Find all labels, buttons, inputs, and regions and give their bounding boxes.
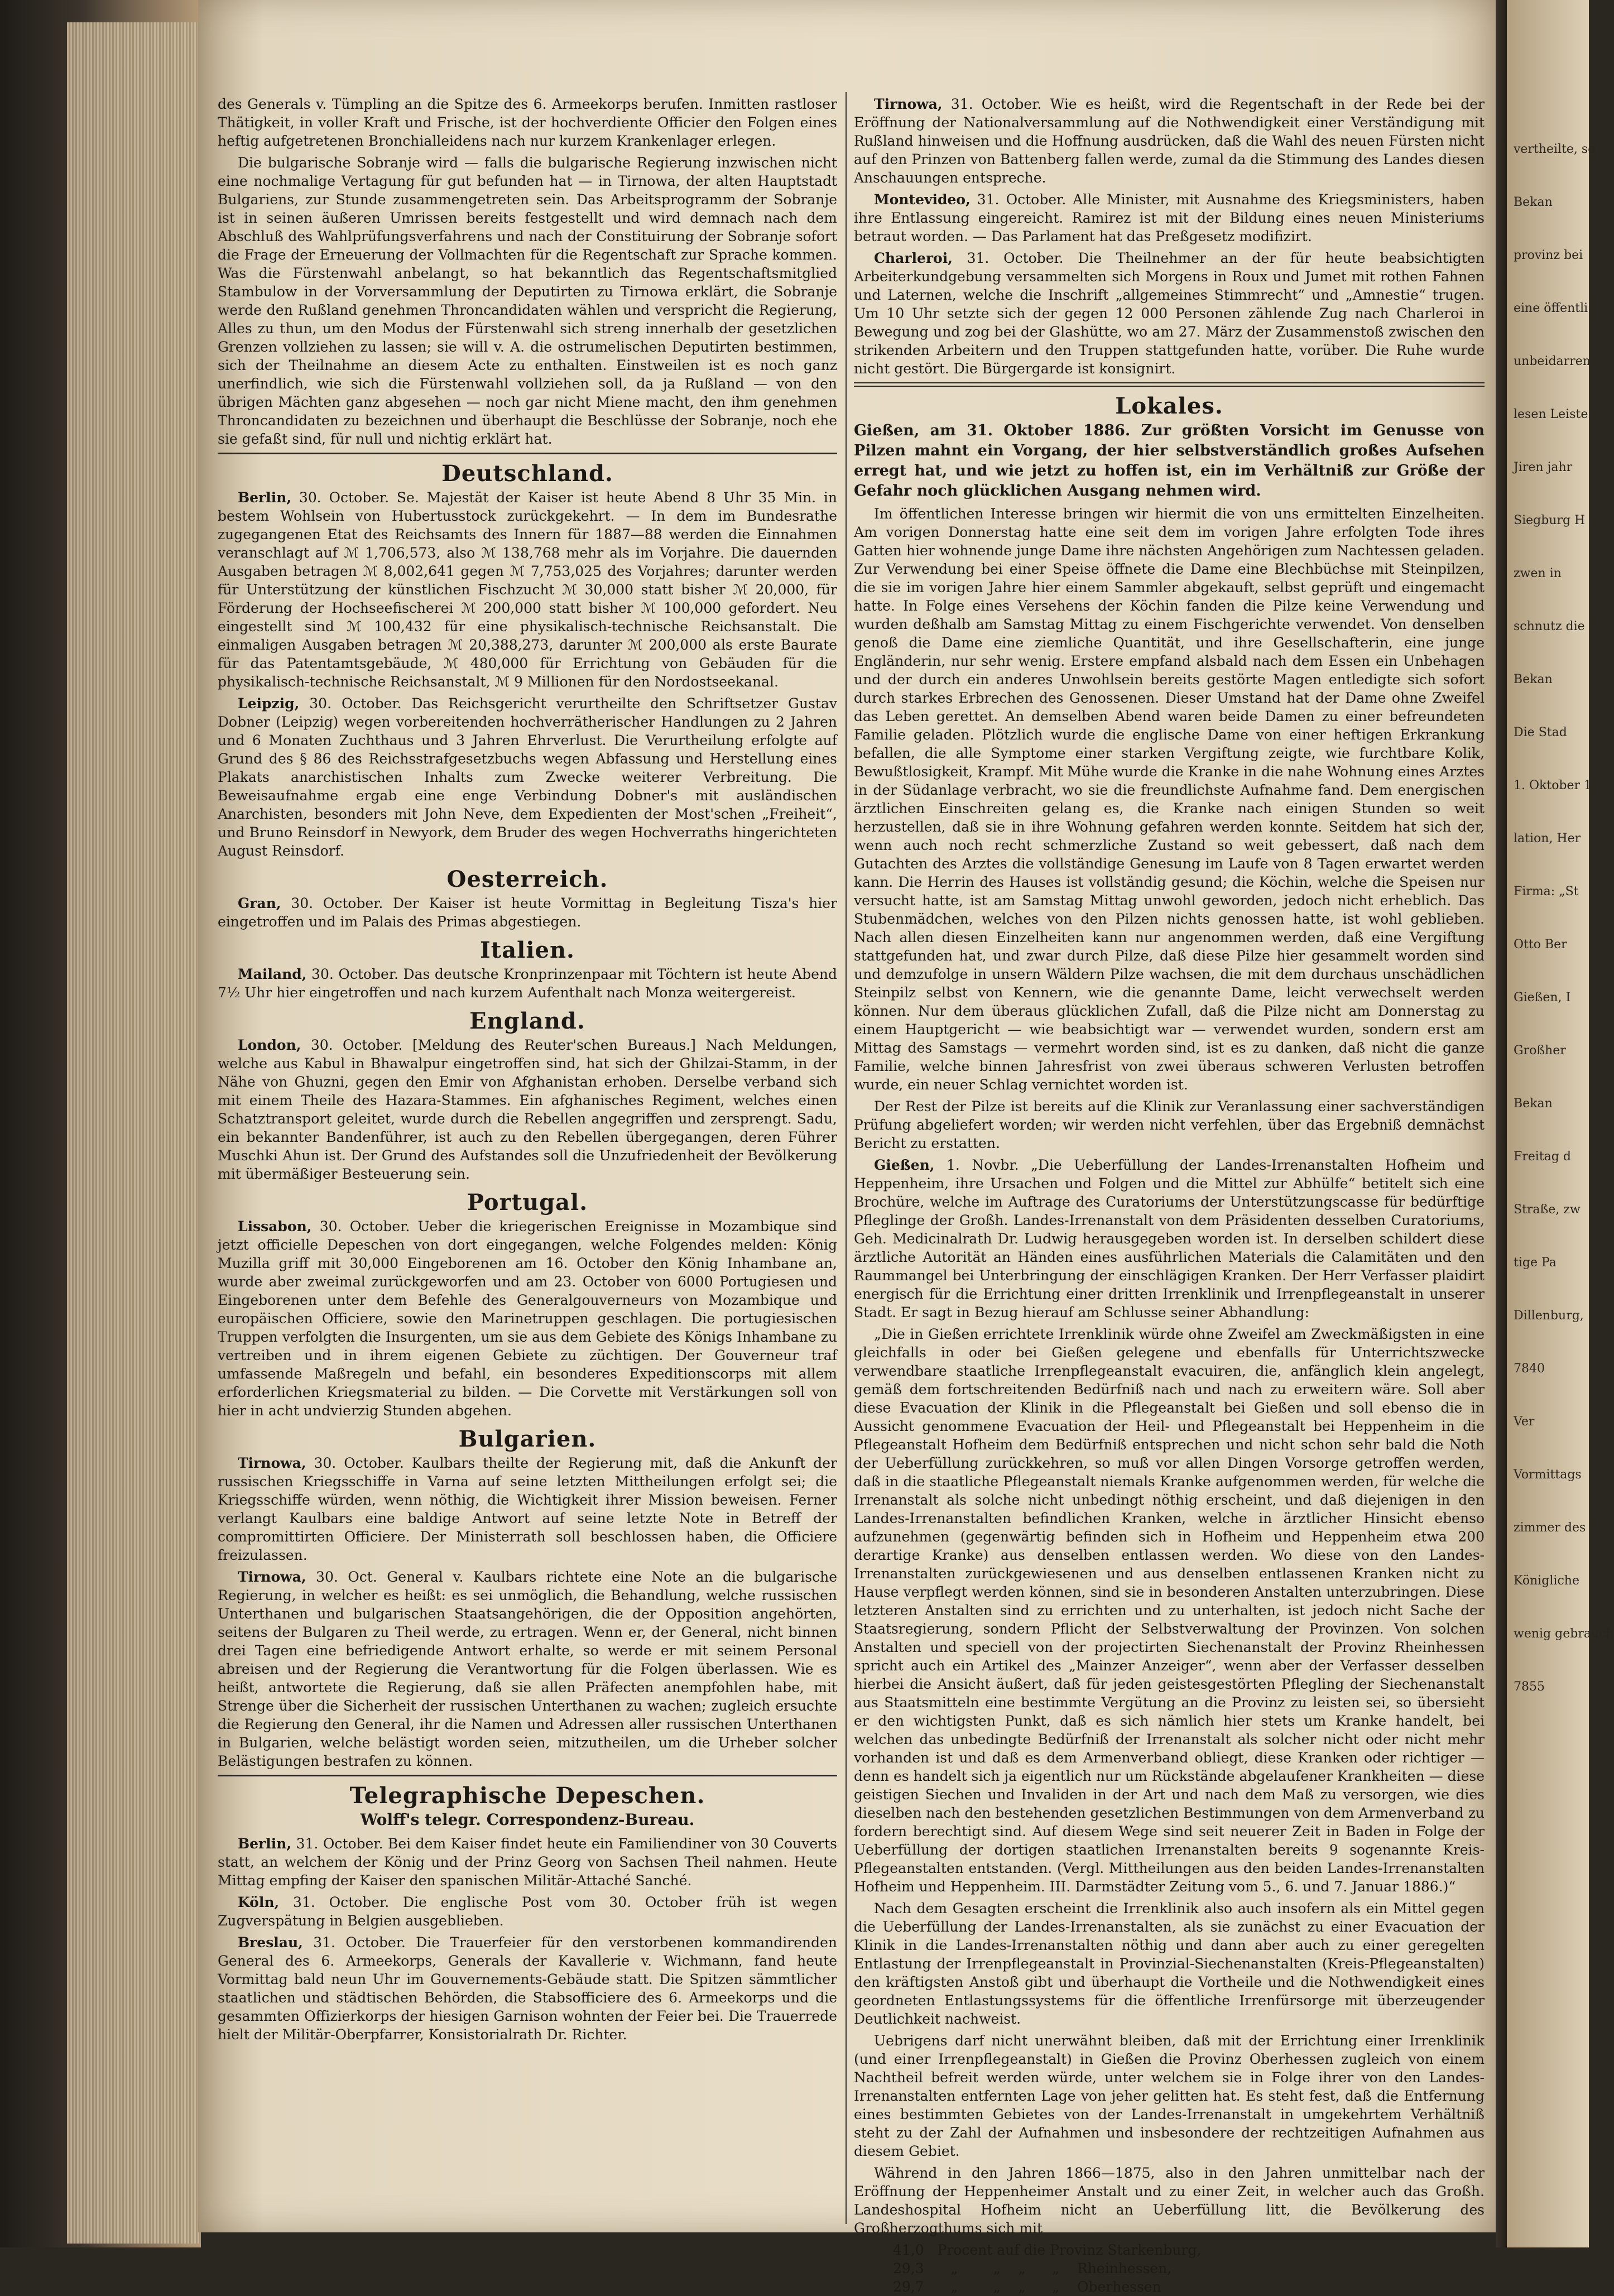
section-rule — [218, 1775, 837, 1776]
news-item-tirnowa — [854, 95, 1485, 187]
news-text: 1. Novbr. „Die Ueberfüllung der Landes-Irrenanstalten Hofheim und Heppenheim, ihre Ursachen und Folgen und die Mittel zur Abhülfe“ betitelt sich eine Brochüre, welche im Auftrage des Curatoriums der Unterstützungscasse für bedürftige Pfleglinge der Großh. Landes-Irrenanstalt von dem Präsidenten desselben Curatoriums, Geh. Medicinalrath Dr. Ludwig herausgegeben worden ist. In derselben schildert diese ärztliche Autorität an Händen eines ausführlichen Materials die Calamitäten und den Raummangel bei Unterbringung der einschlägigen Kranken. Der Herr Verfasser plaidirt energisch für die Errichtung einer dritten Irrenklinik und Irrenpflegeanstalt in unserer Stadt. Er sagt in Bezug hierauf am Schlusse seiner Abhandlung: — [854, 1157, 1485, 1320]
section-heading-portugal: Portugal. — [467, 1189, 588, 1216]
adjacent-page-line: Straße, zw — [1514, 1203, 1581, 1217]
section-heading-telegraphische-depeschen: Telegraphische Depeschen. — [349, 1783, 705, 1809]
news-item-gran — [218, 894, 837, 931]
news-item-leipzig — [218, 694, 837, 860]
news-text: 31. October. Die Trauerfeier für den verstorbenen kommandirenden General des 6. Armeekorps, Generals der Kavallerie v. Wichmann, fand heute Vormittag bald neun Uhr im Gouvernements-Gebäude statt. Die Spitzen sämmtlicher staatlichen und städtischen Behörden, die Stabsofficiere des 6. Armeekorps und die gesammten Offizierkorps der hiesigen Garnison wohnten der Feier bei. Die Trauerrede hielt der Militär-Oberpfarrer, Konsistorialrath Dr. Richter. — [218, 1934, 837, 2043]
adjacent-page-line: Die Stad — [1514, 726, 1567, 739]
adjacent-page-line: Königliche — [1514, 1574, 1579, 1588]
article-paragraph: Der Rest der Pilze ist bereits auf die Klinik zur Veranlassung einer sachverständigen Prüfung abgeliefert worden; wir werden nicht verfehlen, über das Ergebniß demnächst Bericht zu erstatten. — [854, 1098, 1485, 1151]
dateline: Lissabon, — [238, 1218, 312, 1235]
article-paragraph: Im öffentlichen Interesse bringen wir hiermit die von uns ermittelten Einzelheiten. Am vorigen Donnerstag hatte eine seit dem im vorigen Jahre erfolgten Tode ihres Gatten hier wohnende junge Dame ihre nächsten Angehörigen zum Nachtessen geladen. Zur Verwendung bei einer Speise öffnete die Dame eine Blechbüchse mit Steinpilzen, die sie im vorigen Jahre hier einem Sammler abgekauft, selbst geprüft und eingemacht hatte. In Folge eines Versehens der Köchin fanden die Pilze keine Verwendung und wurden deßhalb am Samstag Mittag zu einem Fischgerichte verwendet. Von denselben genoß die Dame eine ziemliche Quantität, und ihre Gesellschafterin, eine junge Engländerin, nur sehr wenig. Erstere empfand alsbald nach dem Essen ein Unbehagen und der durch ein anderes Unwohlsein bereits gestörte Magen entledigte sich sofort durch starkes Erbrechen des Genossenen. Dieser Umstand hat der Dame ohne Zweifel das Leben gerettet. An demselben Abend waren beide Damen zu einer befreundeten Familie geladen. Plötzlich wurde die englische Dame von einer heftigen Erkrankung befallen, die alle Symptome einer starken Vergiftung zeigte, wie furchtbare Kolik, Bewußtlosigkeit, Krampf. Mit Mühe wurde die Kranke in die nahe Wohnung eines Arztes in der Südanlage verbracht, wo sie die freundlichste Aufnahme fand. Dem energischen ärztlichen Einschreiten gelang es, die Kranke nach einigen Stunden so weit herzustellen, daß sie in ihre Wohnung gefahren werden konnte. Seitdem hat sich der, wenn auch noch recht schmerzliche Zustand so weit gebessert, daß nach dem Gutachten des Arztes die vollständige Genesung im Laufe von 8 Tagen erwartet werden kann. Die Herrin des Hauses ist vollständig gesund; die Köchin, welche die Speisen nur versucht hatte, ist am Samstag Mittag unwohl geworden, jedoch nicht erheblich. Das Stubenmädchen, welches von den Pilzen nichts genossen hatte, ist wohl geblieben. Nach allen diesen Einzelheiten kann nur angenommen werden, daß eine Vergiftung stattgefunden hat, und zwar durch Pilze, daß diese Pilze hier gesammelt worden sind und demzufolge in unsern Wäldern Pilze wachsen, die mit dem durchaus unschädlichen Steinpilz selbst von Kennern, wie die genannte Dame, leicht verwechselt werden können. Nur dem überaus glücklichen Zufall, daß die Pilze nicht am Donnerstag zu einem Hauptgericht — wie beabsichtigt war — verwendet wurden, sondern erst am Mittag des Samstags — vermehrt worden sind, ist es zu danken, daß nicht die ganze Familie, welche binnen Jahresfrist von zwei überaus schweren Verlusten betroffen wurde, ein neuer Schlag vernichtet worden ist. — [854, 506, 1485, 1093]
adjacent-page-line: wenig gebrauch — [1514, 1627, 1614, 1641]
adjacent-page-line: 1. Oktober 1 — [1514, 779, 1592, 792]
dateline: Köln, — [238, 1894, 280, 1910]
section-heading-oesterreich: Oesterreich. — [446, 866, 608, 892]
left-column — [218, 95, 837, 2227]
news-item-tirnowa — [218, 1454, 837, 1564]
adjacent-page-line: Gießen, I — [1514, 991, 1571, 1005]
dateline: London, — [238, 1037, 301, 1053]
news-item-london — [218, 1036, 837, 1183]
column-divider — [846, 92, 847, 2224]
news-item-lissabon — [218, 1217, 837, 1420]
section-heading-bulgarien: Bulgarien. — [458, 1426, 597, 1452]
news-item-tirnowa — [218, 1568, 837, 1770]
dateline: Montevideo, — [874, 191, 971, 208]
dateline: Breslau, — [238, 1934, 303, 1951]
article-paragraph: Uebrigens darf nicht unerwähnt bleiben, daß mit der Errichtung einer Irrenklinik (und einer Irrenpflegeanstalt) in Gießen die Provinz Oberhessen zugleich von einem Nachtheil befreit werden würde, unter welchem sie in Folge ihrer von den Landes-Irrenanstalten entfernten Lage von jeher gelitten hat. Es steht fest, daß die Entfernung eines bestimmten Gebietes von der Landes-Irrenanstalt in umgekehrtem Verhältniß steht zu der Zahl der Aufnahmen und insbesondere der rechtzeitigen Aufnahmen aus diesem Gebiet. — [854, 2033, 1485, 2159]
dateline: Charleroi, — [874, 250, 953, 266]
news-item-mailand — [218, 965, 837, 1002]
adjacent-page-line: provinz bei — [1514, 248, 1583, 262]
news-text: 30. Oct. General v. Kaulbars richtete eine Note an die bulgarische Regierung, in welcher es heißt: es sei unmöglich, die Behandlung, welche russischen Unterthanen und bulgarischen Staatsangehörigen, die der Opposition angehörten, seitens der Bulgaren zu Theil werde, zu ertragen. Wenn er, der General, nicht binnen drei Tagen eine befriedigende Antwort erhalte, so werde er mit seinem Personal abreisen und der Regierung die Verantwortung für die Folgen überlassen. Wie es heißt, antwortete die Regierung, daß sie allen Präfecten anempfohlen habe, mit Strenge über die Sicherheit der russischen Unterthanen zu wachen; zugleich ersuchte die Regierung den General, ihr die Namen und Adressen aller russischen Unterthanen in Bulgarien, welche belästigt worden seien, mitzutheilen, um die Urheber solcher Belästigungen bestrafen zu können. — [218, 1569, 837, 1769]
right-column — [854, 95, 1485, 2295]
population-stats — [893, 2241, 1485, 2296]
adjacent-page-line: Großher — [1514, 1044, 1566, 1058]
adjacent-page-line: 7855 — [1514, 1680, 1545, 1694]
adjacent-page-line: Jiren jahr — [1514, 460, 1573, 474]
adjacent-page-line: Siegburg H — [1514, 513, 1586, 527]
news-text: 30. October. Das deutsche Kronprinzenpaar mit Töchtern ist heute Abend 7½ Uhr hier eingetroffen und nach kurzem Aufenthalt nach Monza weitergereist. — [218, 966, 837, 1001]
dateline: Mailand, — [238, 966, 307, 982]
news-text: 31. October. Bei dem Kaiser findet heute ein Familiendiner von 30 Couverts statt, an welchem der König und der Prinz Georg von Sachsen Theil nahmen. Heute Mittag empfing der Kaiser den spanischen Militär-Attaché Sanché. — [218, 1836, 837, 1889]
news-text: 31. October. Die englische Post vom 30. October früh ist wegen Zugverspätung in Belgien ausgeblieben. — [218, 1894, 837, 1929]
news-text: 30. October. Se. Majestät der Kaiser ist heute Abend 8 Uhr 35 Min. in bestem Wohlsein von Hubertusstock zurückgekehrt. — In dem im Bundesrathe zugegangenen Etat des Reichsamts des Innern für 1887—88 werden die Einnahmen veranschlagt auf ℳ 1,706,573, also ℳ 138,768 mehr als im Vorjahre. Die dauernden Ausgaben betragen ℳ 8,002,641 gegen ℳ 7,753,025 des Vorjahres; darunter werden für Unterstützung der künstlichen Fischzucht ℳ 30,000 statt bisher ℳ 20,000, für Förderung der Hochseefischerei ℳ 200,000 statt bisher ℳ 100,000 gefordert. Neu eingestellt sind ℳ 100,432 für eine physikalisch-technische Reichsanstalt. Die einmaligen Ausgaben betragen ℳ 20,388,273, darunter ℳ 200,000 als erste Baurate für das Patentamtsgebäude, ℳ 480,000 für Errichtung von Gebäuden für die physikalisch-technische Reichsanstalt, ℳ 9 Millionen für den Nordostseekanal. — [218, 489, 837, 690]
news-text: 31. October. Wie es heißt, wird die Regentschaft in der Rede bei der Eröffnung der Nationalversammlung auf die Nothwendigkeit einer Verständigung mit Rußland hinweisen und die Hoffnung ausdrücken, daß die Wahl des neuen Fürsten nicht auf den Prinzen von Battenberg fallen werde, zumal da die Stimmung des Landes diesen Anschauungen entspreche. — [854, 96, 1485, 186]
dateline: Berlin, — [238, 1836, 292, 1852]
adjacent-page-line: lesen Leiste — [1514, 407, 1588, 421]
adjacent-page-line: unbeidarren — [1514, 354, 1591, 368]
section-rule — [218, 453, 837, 454]
page-stack-edges — [67, 22, 201, 2244]
adjacent-page-line: Vormittags — [1514, 1468, 1582, 1482]
news-item-charleroi — [854, 249, 1485, 378]
news-item-giessen-pilze — [854, 421, 1485, 501]
adjacent-page-line: tige Pa — [1514, 1256, 1557, 1270]
dateline: Tirnowa, — [238, 1569, 306, 1585]
bureau-subheading: Wolff's telegr. Correspondenz-Bureau. — [360, 1810, 695, 1829]
news-text: 30. October. Das Reichsgericht verurtheilte den Schriftsetzer Gustav Dobner (Leipzig) wegen vorbereitenden hochverrätherischer Handlungen zu 2 Jahren und 6 Monaten Zuchthaus und 3 Jahren Ehrverlust. Die Verurtheilung erfolgte auf Grund des § 86 des Reichsstrafgesetzbuchs wegen Abfassung und Herstellung eines Plakats anarchistischen Inhalts zum Zwecke weiterer Verbreitung. Die Beweisaufnahme ergab eine enge Verbindung Dobner's mit ausländischen Anarchisten, besonders mit John Neve, dem Expedienten der Most'schen „Freiheit“, und Bruno Reinsdorf in Newyork, dem Bruder des wegen Hochverraths hingerichteten August Reinsdorf. — [218, 695, 837, 859]
adjacent-page-line: zimmer des — [1514, 1521, 1586, 1535]
adjacent-page-line: Otto Ber — [1514, 938, 1567, 952]
article-paragraph: Während in den Jahren 1866—1875, also in den Jahren unmittelbar nach der Eröffnung der Heppenheimer Anstalt und zu einer Zeit, in welcher auch das Großh. Landeshospital Hofheim nicht an Ueberfüllung litt, die Bevölkerung des Großherzogthums sich mit — [854, 2165, 1485, 2236]
news-item-berlin-telegram — [218, 1834, 837, 1890]
dateline: Tirnowa, — [238, 1455, 306, 1471]
adjacent-page-line: vertheilte, so — [1514, 142, 1596, 156]
adjacent-page-line: eine öffentli — [1514, 301, 1588, 315]
adjacent-page-line: Dillenburg, — [1514, 1309, 1584, 1323]
dateline: Gießen, — [874, 1157, 935, 1173]
adjacent-page-line: 7840 — [1514, 1362, 1545, 1376]
adjacent-page-line: Bekan — [1514, 195, 1553, 209]
dateline: Leipzig, — [238, 695, 300, 712]
adjacent-page-line: zwen in — [1514, 566, 1562, 580]
news-item-breslau — [218, 1933, 837, 2044]
stats-line: 29,7 „ „ „ „ Oberhessen — [893, 2279, 1161, 2295]
adjacent-page-line: Freitag d — [1514, 1150, 1571, 1164]
section-rule — [854, 382, 1485, 387]
section-heading-deutschland: Deutschland. — [441, 460, 613, 487]
stats-line: 41,0 Procent auf die Provinz Starkenburg, — [893, 2242, 1202, 2258]
adjacent-page-line: Bekan — [1514, 673, 1553, 686]
dateline: Gießen, — [854, 422, 920, 439]
news-text: 31. October. Die Theilnehmer an der für heute beabsichtigten Arbeiterkundgebung versammelten sich Morgens in Roux und Jumet mit rothen Fahnen und Laternen, welche die Inschrift „allgemeines Stimmrecht“ und „Amnestie“ trugen. Um 10 Uhr setzte sich der gegen 12 000 Personen zählende Zug nach Charleroi in Bewegung und zog bei der Glashütte, wo am 27. März der Zusammenstoß zwischen den strikenden Arbeitern und den Truppen stattgefunden hatte, vorüber. Die Ruhe wurde nicht gestört. Die Bürgergarde ist konsignirt. — [854, 250, 1485, 377]
news-text: am 31. Oktober 1886. Zur größten Vorsicht im Genusse von Pilzen mahnt ein Vorgang, der hier selbstverständlich großes Aufsehen erregt hat, und wie jetzt zu hoffen ist, ein im Verhältniß zur Größe der Gefahr noch glücklichen Ausgang nehmen wird. — [854, 422, 1485, 499]
dateline: Berlin, — [238, 489, 292, 506]
news-text: 30. October. Der Kaiser ist heute Vormittag in Begleitung Tisza's hier eingetroffen und im Palais des Primas abgestiegen. — [218, 895, 837, 930]
news-item-montevideo — [854, 190, 1485, 246]
news-item-berlin — [218, 488, 837, 691]
section-heading-england: England. — [469, 1008, 585, 1034]
adjacent-page-line: Firma: „St — [1514, 885, 1579, 899]
article-paragraph: Die bulgarische Sobranje wird — falls die bulgarische Regierung inzwischen nicht eine nochmalige Vertagung für gut befunden hat — in Tirnowa, der alten Hauptstadt Bulgariens, zur Stunde zusammengetreten sein. Das Arbeitsprogramm der Sobranje ist in seinen äußeren Umrissen bereits festgestellt und wird demnach nach dem Abschluß des Wahlprüfungsverfahrens und nach der Constituirung der Sobranje sofort die Frage der Erneuerung der Vollmachten für die Regentschaft zur Sprache kommen. Was die Fürstenwahl anbelangt, so hat bekanntlich das Regentschaftsmitglied Stambulow in der Vorversammlung der Deputirten zu Tirnowa erklärt, die Sobranje werde den Rußland genehmen Throncandidaten wählen und verspricht die Regierung, Alles zu thun, um den Modus der Fürstenwahl sich streng innerhalb der gesetzlichen Grenzen vollziehen zu lassen; sie will v. A. die ostrumelischen Deputirten bestimmen, sich der Theilnahme an diesem Acte zu enthalten. Einstweilen ist es noch ganz unerfindlich, wie sich die Fürstenwahl vollziehen soll, da ja Rußland — von den übrigen Mächten ganz abgesehen — noch gar nicht Miene macht, den ihm genehmen Throncandidaten zu bezeichnen und überhaupt die Beschlüsse der Sobranje, noch ehe sie gefaßt sind, für null und nichtig erklärt hat. — [218, 155, 837, 447]
news-item-giessen-irrenanstalten — [854, 1156, 1485, 1322]
news-text: 30. October. [Meldung des Reuter'schen Bureaus.] Nach Meldungen, welche aus Kabul in Bhawalpur eingetroffen sind, hat sich der Ghilzai-Stamm, in der Nähe von Ghuzni, gegen den Emir von Afghanistan erhoben. Derselbe verband sich mit einem Theile des Hazara-Stammes. Ein afghanisches Regiment, welches einen Schatztransport geleitet, wurde durch die Rebellen angegriffen und zersprengt. Sadu, ein bekannter Bandenführer, ist auch zu den Rebellen übergegangen, deren Führer Muschki Ahun ist. Der Grund des Aufstandes soll die Unzufriedenheit der Bevölkerung mit übermäßiger Besteuerung sein. — [218, 1037, 837, 1182]
news-text: 30. October. Kaulbars theilte der Regierung mit, daß die Ankunft der russischen Kriegsschiffe in Varna auf seine letzten Mittheilungen erfolgt sei; die Kriegsschiffe würden, wenn nöthig, die Wichtigkeit ihrer Mission beweisen. Ferner verlangt Kaulbars eine baldige Antwort auf seine letzte Note in Betreff der compromittirten Officiere. Der Ministerrath soll beschlossen haben, die Officiere freizulassen. — [218, 1455, 837, 1563]
adjacent-page — [1507, 0, 1614, 2247]
adjacent-page-text — [1507, 0, 1614, 1697]
stats-line: 29,3 „ „ „ „ Rheinhessen, — [893, 2260, 1172, 2276]
article-paragraph: Nach dem Gesagten erscheint die Irrenklinik also auch insofern als ein Mittel gegen die Ueberfüllung der Landes-Irrenanstalten, als sie zunächst zu einer Evacuation der Klinik in die Landes-Irrenanstalten nöthig und dann aber auch zu einer geregelten Entlastung der Irrenpflegeanstalt in Provinzial-Siechenanstalten (Kreis-Pflegeanstalten) den kräftigsten Anstoß gibt und überhaupt die Vortheile und die Nothwendigkeit eines geordneten Entlastungssystems für die öffentliche Irrenfürsorge mit überzeugender Deutlichkeit nachweist. — [854, 1900, 1485, 2027]
news-item-koeln — [218, 1893, 837, 1930]
news-text: 30. October. Ueber die kriegerischen Ereignisse in Mozambique sind jetzt officielle Depeschen von dort eingegangen, welche Folgendes melden: König Muzilla griff mit 30,000 Eingeborenen am 16. October den König Inhambane an, wurde aber zweimal zurückgeworfen und am 23. October von 6000 Portugiesen und Eingeborenen unter dem Befehle des Generalgouverneurs von Mozambique und europäischen Officiere, sowie den Marinetruppen geschlagen. Die portugiesischen Truppen verfolgten die Insurgenten, um sie aus dem Gebiete des Königs Inhambane zu vertreiben und in ihrem eigenen Gebiete zu züchtigen. Der Gouverneur traf umfassende Maßregeln und befahl, ein besonderes Expeditionscorps mit allem erforderlichen Kriegsmaterial zu bilden. — Die Corvette mit Verstärkungen soll von hier in acht undvierzig Stunden abgehen. — [218, 1218, 837, 1419]
section-heading-italien: Italien. — [480, 937, 575, 963]
article-paragraph: „Die in Gießen errichtete Irrenklinik würde ohne Zweifel am Zweckmäßigsten in eine gleichfalls in oder bei Gießen gelegene und ebenfalls für Unterrichtszwecke verwendbare staatliche Irrenpflegeanstalt evacuiren, die, anfänglich klein angelegt, gemäß dem fortschreitenden Bedürfniß nach und nach zu erweitern wäre. Soll aber diese Evacuation der Klinik in die Pflegeanstalt bei Gießen und soll ebenso die in Aussicht genommene Evacuation der Heil- und Pflegeanstalt bei Heppenheim in die Pflegeanstalt Hofheim dem Bedürfniß entsprechen und nicht schon sehr bald die Noth der Ueberfüllung zurückkehren, so muß vor allen Dingen Vorsorge getroffen werden, daß in die staatliche Pflegeanstalt niemals Kranke aufgenommen werden, für welche die Irrenanstalt als solche nicht unbedingt nöthig erscheint, und daß diejenigen in den Landes-Irrenanstalten befindlichen Kranken, welche in ärztlicher Hinsicht ebenso aufzunehmen (gegenwärtig befinden sich in Hofheim und Heppenheim etwa 200 derartige Kranke) aus denselben entlassen werden. Wo diese von den Landes-Irrenanstalten zurückgewiesenen und aus denselben entlassenen Kranken nicht zu Hause verpflegt werden können, sind sie in besonderen Anstalten unterzubringen. Diese letzteren Anstalten sind zu errichten und zu unterhalten, ist jedoch nicht Sache der Staatsregierung, sondern Pflicht der Selbstverwaltung der Provinzen. Von solchen Anstalten und speciell von der projectirten Siechenanstalt der Provinz Rheinhessen spricht auch ein Artikel des „Mainzer Anzeiger“, wenn aber der Verfasser desselben hierbei die Ansicht äußert, daß für jeden geistesgestörten Pflegling der Siechenanstalt aus Staatsmitteln eine bestimmte Vergütung an die Provinz zu leisten sei, so übersieht er den wichtigsten Punkt, daß es sich nämlich hier stets um Kranke handelt, bei welchen das unbedingte Bedürfniß der Irrenanstalt als solcher nicht oder nicht mehr vorhanden ist und daß es dem Armenverband obliegt, diese Kranken oder richtiger — denn es handelt sich ja eigentlich nur um Rückstände abgelaufener Krankheiten — diese geistigen Siechen und Invaliden in der Art und nach dem Maß zu versorgen, wie dies dieselben nach den bestehenden gesetzlichen Bestimmungen von dem Armenverband zu fordern berechtigt sind. Auf diesem Wege sind seit neuerer Zeit in Baden in Folge der Ueberfüllung der dortigen staatlichen Irrenanstalten bereits 9 sogenannte Kreis-Pflegeanstalten entstanden. (Vergl. Mittheilungen aus den beiden Landes-Irrenanstalten Hofheim und Heppenheim. III. Darmstädter Zeitung vom 5., 6. und 7. Januar 1886.)“ — [854, 1326, 1485, 1895]
adjacent-page-line: schnutz die — [1514, 619, 1585, 633]
dateline: Gran, — [238, 895, 281, 911]
adjacent-page-line: lation, Her — [1514, 832, 1581, 846]
article-paragraph: des Generals v. Tümpling an die Spitze des 6. Armeekorps berufen. Inmitten rastloser Thätigkeit, in voller Kraft und Frische, ist der hochverdiente Officier den Folgen eines heftig aufgetretenen Bronchialleidens nach nur kurzem Krankenlager erlegen. — [218, 96, 837, 149]
adjacent-page-line: Bekan — [1514, 1097, 1553, 1111]
adjacent-page-line: Ver — [1514, 1415, 1535, 1429]
section-heading-lokales: Lokales. — [1115, 393, 1223, 419]
dateline: Tirnowa, — [874, 96, 943, 112]
news-text: 31. October. Alle Minister, mit Ausnahme des Kriegsministers, haben ihre Entlassung eingereicht. Ramirez ist mit der Bildung eines neuen Ministeriums betraut worden. — Das Parlament hat das Preßgesetz modifizirt. — [854, 191, 1485, 244]
